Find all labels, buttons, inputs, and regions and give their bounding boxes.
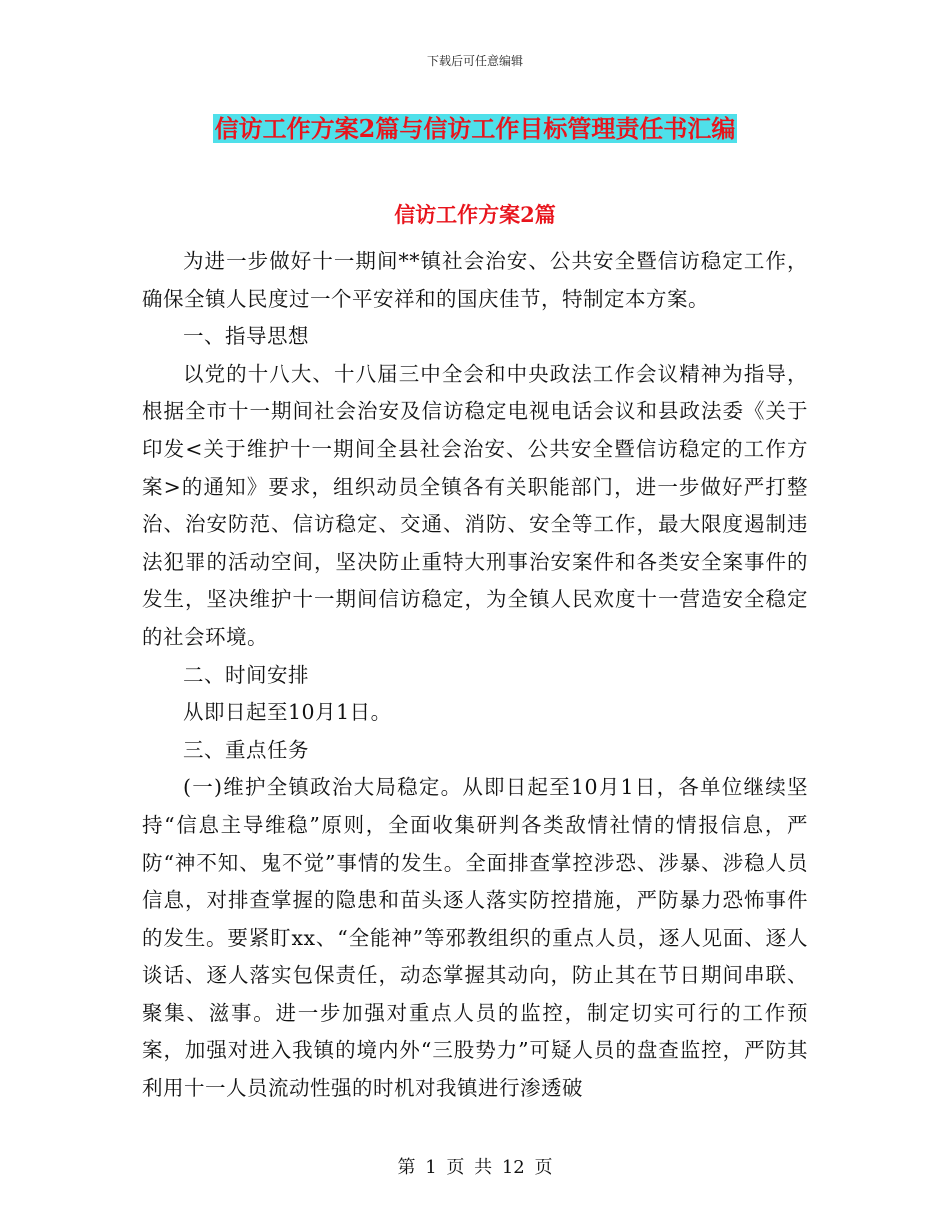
paragraph-time-schedule: 从即日起至10月1日。: [183, 700, 392, 725]
heading-key-tasks: 三、重点任务: [183, 737, 309, 762]
document-title-text: 信访工作方案2篇与信访工作目标管理责任书汇编: [214, 114, 736, 143]
document-body: [142, 243, 808, 1108]
document-title: [0, 112, 950, 146]
page-number: 第 1 页 共 12 页: [397, 1157, 553, 1178]
heading-guiding-ideology: 一、指导思想: [183, 324, 309, 349]
heading-time-schedule: 二、时间安排: [183, 662, 309, 687]
section-title: 信访工作方案2篇: [394, 202, 556, 227]
paragraph-key-task-1: (一)维护全镇政治大局稳定。从即日起至10月1日，各单位继续坚持“信息主导维稳”原则，全面收集研判各类敌情社情的情报信息，严防“神不知、鬼不觉”事情的发生。全面排查掌控涉恐、涉暴、涉稳人员信息，对排查掌握的隐患和苗头逐人落实防控措施，严防暴力恐怖事件的发生。要紧盯xx、“全能神”等邪教组织的重点人员，逐人见面、逐人谈话、逐人落实包保责任，动态掌握其动向，防止其在节日期间串联、聚集、滋事。进一步加强对重点人员的监控，制定切实可行的工作预案，加强对进入我镇的境内外“三股势力”可疑人员的盘查监控，严防其利用十一人员流动性强的时机对我镇进行渗透破: [142, 775, 808, 1101]
paragraph-intro: 为进一步做好十一期间**镇社会治安、公共安全暨信访稳定工作，确保全镇人民度过一个平安祥和的国庆佳节，特制定本方案。: [142, 249, 808, 311]
paragraph-guiding-ideology: 以党的十八大、十八届三中全会和中央政法工作会议精神为指导，根据全市十一期间社会治安及信访稳定电视电话会议和县政法委《关于印发<关于维护十一期间全县社会治安、公共安全暨信访稳定的工作方案>的通知》要求，组织动员全镇各有关职能部门，进一步做好严打整治、治安防范、信访稳定、交通、消防、安全等工作，最大限度遏制违法犯罪的活动空间，坚决防止重特大刑事治安案件和各类安全案事件的发生，坚决维护十一期间信访稳定，为全镇人民欢度十一营造安全稳定的社会环境。: [142, 361, 808, 649]
page-header-note: 下载后可任意编辑: [426, 54, 523, 68]
